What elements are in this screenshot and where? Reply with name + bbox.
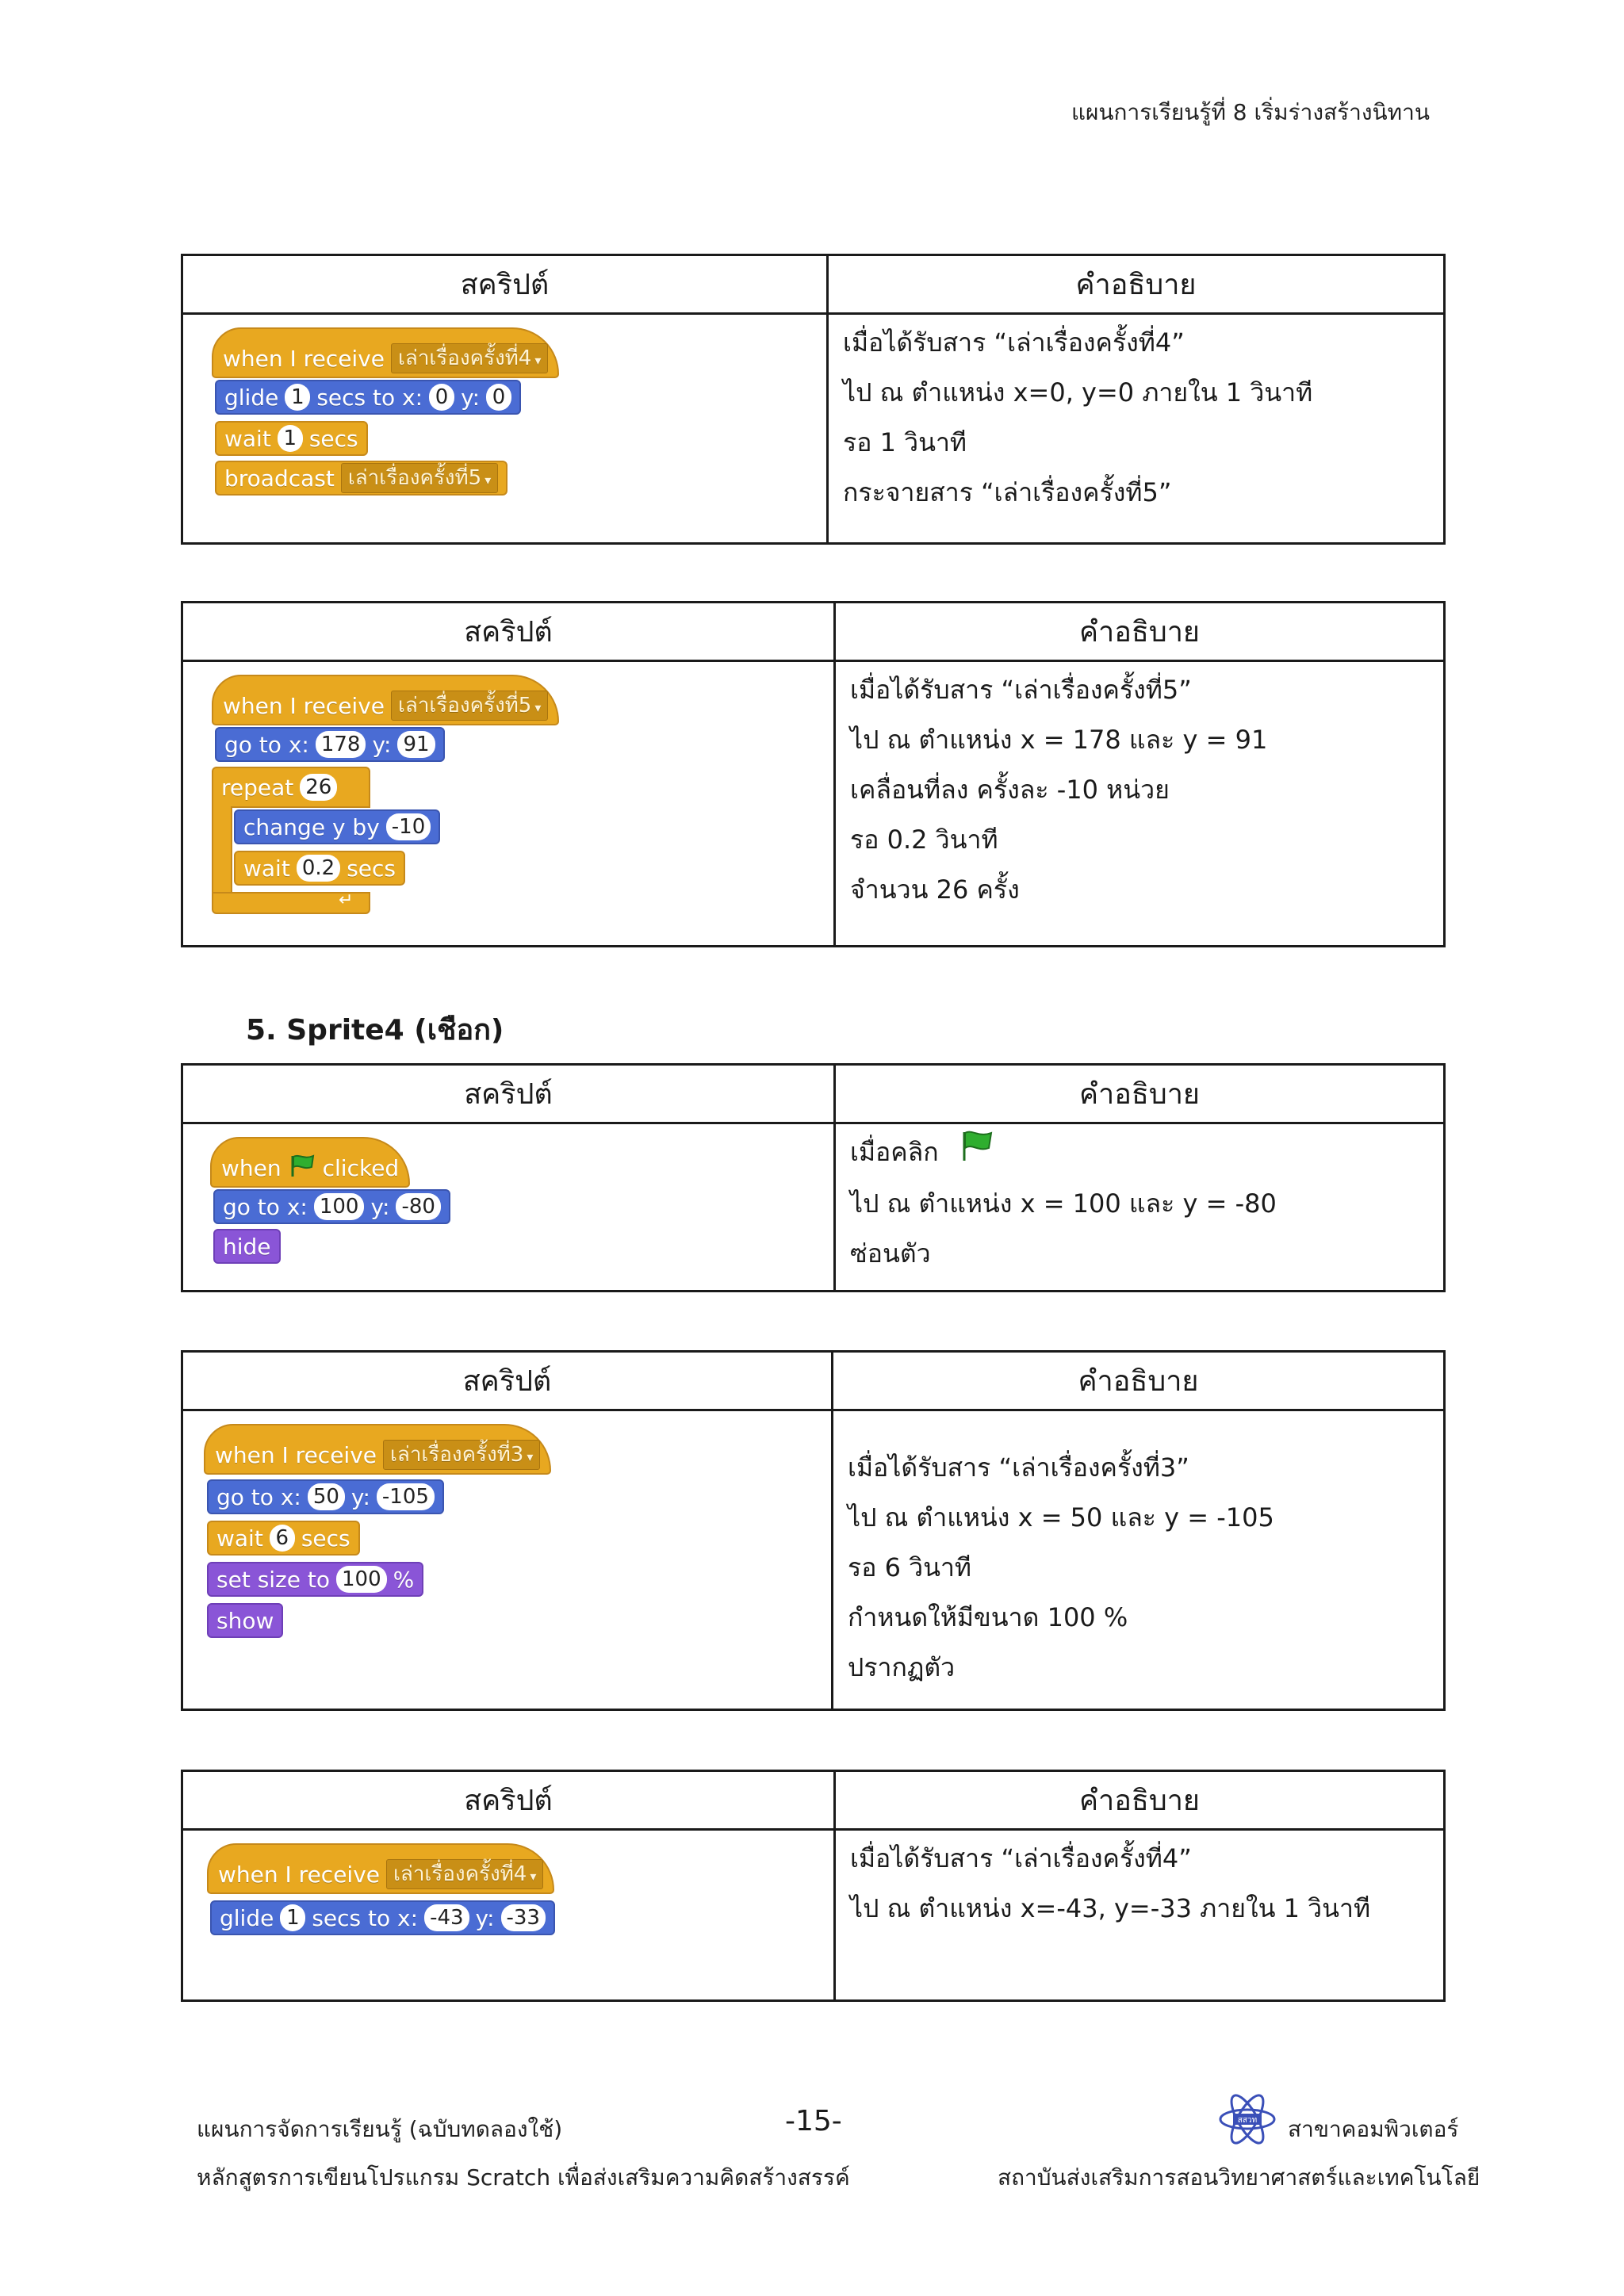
description-line: รอ 6 วินาที [848,1552,972,1582]
script-cell [182,314,828,544]
svg-text:สสวท: สสวท [1237,2116,1258,2125]
description-cell [835,1123,1445,1292]
description-line: ไป ณ ตำแหน่ง x = 50 และ y = -105 [848,1502,1274,1533]
column-header-description: คำอธิบาย [835,1771,1445,1830]
description-line: กระจายสาร “เล่าเรื่องครั้งที่5” [843,477,1172,507]
column-header-script: สคริปต์ [182,1352,833,1410]
footer-left-line2: หลักสูตรการเขียนโปรแกรม Scratch เพื่อส่งเสริมความคิดสร้างสรรค์ [197,2164,850,2191]
count-input: 26 [300,774,337,801]
column-header-script: สคริปต์ [182,603,835,661]
change-y-block: change y by -10 [234,809,440,844]
message-dropdown: เล่าเรื่องครั้งที่4 ▾ [391,343,548,373]
green-flag-icon [288,1153,316,1184]
page-header: แผนการเรียนรู้ที่ 8 เริ่มร่างสร้างนิทาน [1071,99,1430,125]
message-dropdown: เล่าเรื่องครั้งที่5 ▾ [391,691,548,721]
wait-block: wait 6 secs [207,1521,360,1556]
footer-right-line2: สถาบันส่งเสริมการสอนวิทยาศาสตร์และเทคโนโลยี [998,2164,1480,2191]
description-cell [835,1830,1445,2001]
column-header-script: สคริปต์ [182,1771,835,1830]
x-input: 100 [314,1193,365,1220]
script-cell [182,1410,833,1710]
description-cell [828,314,1445,544]
wait-block: wait 0.2 secs [234,851,405,886]
script-table-3 [181,1063,1446,1292]
value-input: -10 [386,813,431,840]
go-to-block: go to x: 50 y: -105 [207,1479,444,1514]
when-receive-block: when I receive เล่าเรื่องครั้งที่3 ▾ [204,1424,551,1475]
glide-block: glide 1 secs to x: 0 y: 0 [215,380,521,415]
institute-logo-icon [1217,2089,1277,2152]
y-input: -105 [377,1483,435,1510]
script-table-4 [181,1350,1446,1711]
broadcast-block: broadcast เล่าเรื่องครั้งที่5 ▾ [215,461,508,496]
script-cell [182,1123,835,1292]
repeat-block: repeat 26 [215,770,343,805]
when-receive-block: when I receive เล่าเรื่องครั้งที่5 ▾ [212,675,559,725]
secs-input: 1 [280,1904,305,1931]
when-receive-block [212,327,559,378]
section-heading: 5. Sprite4 (เชือก) [246,1014,504,1047]
y-input: 91 [397,731,435,758]
when-receive-block: when I receive เล่าเรื่องครั้งที่4 ▾ [207,1843,554,1894]
message-dropdown: เล่าเรื่องครั้งที่4 ▾ [386,1859,543,1889]
footer-left-line1: แผนการจัดการเรียนรู้ (ฉบับทดลองใช้) [197,2116,563,2142]
wait-block: wait 1 secs [215,421,368,456]
column-header-description: คำอธิบาย [835,603,1445,661]
script-table-1 [181,254,1446,545]
description-line: กำหนดให้มีขนาด 100 % [848,1602,1128,1632]
description-line: เมื่อได้รับสาร “เล่าเรื่องครั้งที่4” [843,327,1185,358]
message-dropdown: เล่าเรื่องครั้งที่5 ▾ [341,463,498,493]
column-header-script: สคริปต์ [182,1065,835,1123]
script-cell [182,1830,835,2001]
description-line: รอ 0.2 วินาที [850,825,998,855]
x-input: 50 [308,1483,345,1510]
description-cell [833,1410,1445,1710]
x-input: 178 [316,731,366,758]
description-line: จำนวน 26 ครั้ง [850,874,1020,905]
column-header-description: คำอธิบาย [835,1065,1445,1123]
script-table-5 [181,1770,1446,2002]
y-input: 0 [486,384,511,411]
secs-input: 6 [270,1525,295,1552]
description-line: ซ่อนตัว [850,1238,931,1269]
description-line: ไป ณ ตำแหน่ง x = 178 และ y = 91 [850,725,1268,755]
x-input: -43 [424,1904,469,1931]
description-line: ไป ณ ตำแหน่ง x=-43, y=-33 ภายใน 1 วินาที [850,1893,1371,1923]
loop-arrow-icon: ↵ [339,890,354,910]
script-cell [182,661,835,947]
column-header-description: คำอธิบาย [828,255,1445,314]
secs-input: 1 [278,425,303,452]
description-line: เคลื่อนที่ลง ครั้งละ -10 หน่วย [850,775,1170,805]
y-input: -80 [396,1193,440,1220]
repeat-block-arm [212,806,232,894]
when-flag-clicked-block: when clicked [210,1137,410,1188]
script-table-2 [181,601,1446,947]
secs-input: 0.2 [297,855,340,882]
description-cell [835,661,1445,947]
page-number: -15- [785,2105,842,2137]
description-line: ปรากฏตัว [848,1652,956,1682]
secs-input: 1 [285,384,310,411]
description-line: เมื่อได้รับสาร “เล่าเรื่องครั้งที่3” [848,1452,1189,1483]
go-to-block: go to x: 100 y: -80 [213,1189,450,1224]
go-to-block: go to x: 178 y: 91 [215,727,445,762]
description-line: ไป ณ ตำแหน่ง x = 100 และ y = -80 [850,1188,1277,1219]
glide-block: glide 1 secs to x: -43 y: -33 [210,1900,555,1935]
hide-block: hide [213,1229,281,1264]
show-block: show [207,1603,283,1638]
size-input: 100 [336,1566,387,1593]
footer-right-line1: สาขาคอมพิวเตอร์ [1288,2116,1459,2142]
description-line: ไป ณ ตำแหน่ง x=0, y=0 ภายใน 1 วินาที [843,377,1313,408]
y-input: -33 [501,1904,546,1931]
green-flag-icon [958,1129,996,1179]
message-dropdown: เล่าเรื่องครั้งที่3 ▾ [383,1440,540,1470]
column-header-script: สคริปต์ [182,255,828,314]
description-line: รอ 1 วินาที [843,427,967,457]
description-line: เมื่อคลิก [850,1127,1443,1179]
description-line: เมื่อได้รับสาร “เล่าเรื่องครั้งที่4” [850,1843,1192,1873]
set-size-block: set size to 100 % [207,1562,423,1597]
description-line: เมื่อได้รับสาร “เล่าเรื่องครั้งที่5” [850,675,1192,705]
column-header-description: คำอธิบาย [833,1352,1445,1410]
block-label: when I receive [223,345,385,372]
x-input: 0 [429,384,454,411]
